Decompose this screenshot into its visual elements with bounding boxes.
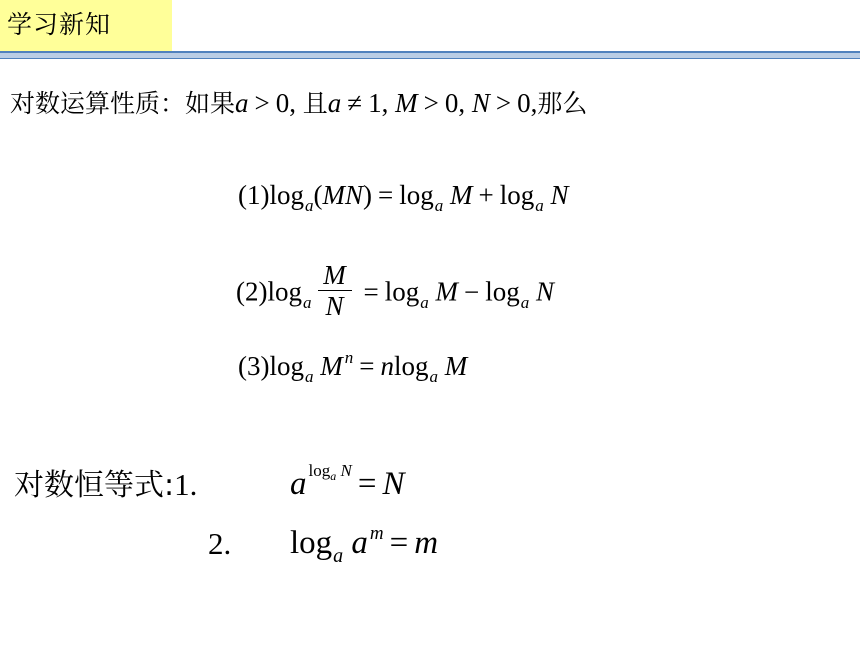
header-rule-thin — [0, 58, 860, 59]
property-3-formula: $(3)\log_a$ M $^n$ = nlog$_a$ M — [238, 348, 468, 386]
identity-1-formula: a $^{log_a N}$ = N — [290, 461, 405, 502]
fraction-m-over-n: $\frac{M}{N}$ — [318, 260, 352, 321]
identity-label: 对数恒等式: — [14, 468, 175, 503]
property-1-label: (1) — [238, 180, 270, 210]
title-banner — [0, 0, 172, 51]
property-3-label: (3) — [238, 351, 270, 381]
property-2-formula: $(2)\log_a$ $\frac{M}{N}$ = $\log_a M - \log_a N$ — [236, 260, 555, 321]
property-1-formula: $(1)\log_a(MN) = \log_a M + \log_a N$ — [238, 180, 569, 215]
identity-2-number: 2. — [208, 526, 232, 561]
identity-heading — [14, 465, 197, 506]
slide-title: 学习新知 — [7, 10, 112, 39]
property-2-label: (2) — [236, 276, 268, 307]
identity-1-number: 1. — [174, 467, 198, 502]
property-conditions: 对数运算性质：如果a > 0, 且a ≠ 1, M > 0, N > 0,那么 — [10, 88, 588, 118]
intro-and: 且 — [302, 89, 328, 118]
identity-2-formula: $\log_a a$ $^m$ = m — [290, 523, 439, 567]
intro-lead: 对数运算性质：如果 — [10, 89, 236, 118]
intro-then: 那么 — [537, 89, 588, 118]
cond-a-positive: a — [235, 88, 249, 118]
